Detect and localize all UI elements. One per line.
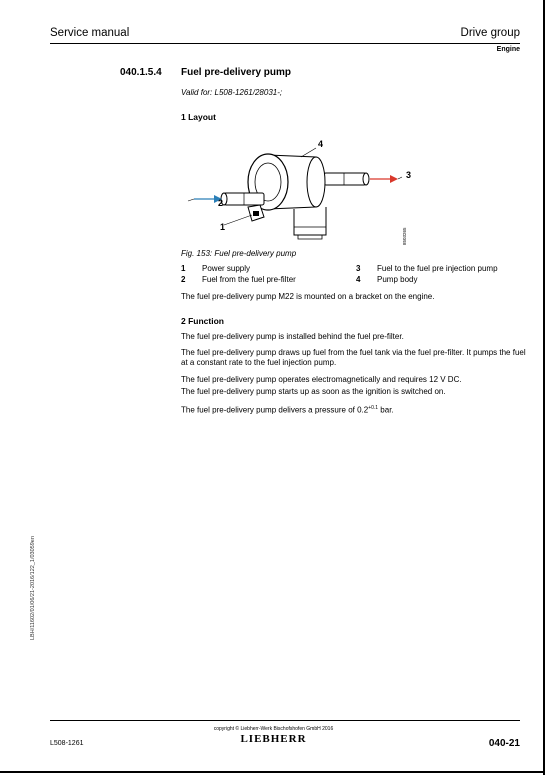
header-group-title: Drive group <box>460 27 520 39</box>
section-title: Fuel pre-delivery pump <box>181 67 292 78</box>
footer-model: L508-1261 <box>50 740 84 747</box>
function-paragraph-pressure <box>181 403 526 416</box>
legend-number: 4 <box>356 275 361 284</box>
pump-figure <box>176 135 421 250</box>
legend-number: 3 <box>356 264 361 273</box>
pump-illustration <box>176 135 421 250</box>
section-number: 040.1.5.4 <box>120 67 162 78</box>
footer-rule <box>50 720 520 721</box>
function-paragraph: The fuel pre-delivery pump starts up as soon as the ignition is switched on. <box>181 387 446 396</box>
pressure-text: The fuel pre-delivery pump delivers a pressure of 0.2 <box>181 405 369 415</box>
figure-image-code: 8503265 <box>402 227 407 245</box>
header-rule <box>50 43 520 44</box>
footer-copyright: copyright © Liebherr-Werk Bischofshofen GmbH 2016 <box>213 726 334 732</box>
legend-text: Fuel to the fuel pre injection pump <box>377 264 498 273</box>
function-paragraph: The fuel pre-delivery pump draws up fuel from the fuel tank via the fuel pre-filter. It pumps the fuel at a constant rate to the fuel injection pump. <box>181 348 526 367</box>
layout-description: The fuel pre-delivery pump M22 is mounted on a bracket on the engine. <box>181 292 435 301</box>
page-number: 040-21 <box>488 738 520 749</box>
callout-4: 4 <box>318 139 324 149</box>
valid-for-note: Valid for: L508-1261/28031-; <box>181 88 283 97</box>
legend-number: 2 <box>181 275 186 284</box>
figure-caption: Fig. 153: Fuel pre-delivery pump <box>181 249 297 258</box>
callout-1: 1 <box>220 222 226 232</box>
legend-number: 1 <box>181 264 186 273</box>
function-paragraph: The fuel pre-delivery pump operates electromagnetically and requires 12 V DC. <box>181 375 462 384</box>
legend-row <box>181 275 526 286</box>
pressure-unit: bar. <box>378 405 394 415</box>
callout-2: 2 <box>218 198 224 208</box>
function-heading: 2 Function <box>181 316 224 326</box>
function-paragraph: The fuel pre-delivery pump is installed behind the fuel pre-filter. <box>181 332 404 341</box>
legend-row <box>181 264 526 275</box>
legend-text: Power supply <box>202 264 251 273</box>
header-manual-title: Service manual <box>50 27 130 39</box>
page-border-right <box>543 0 545 775</box>
callout-3: 3 <box>406 170 412 180</box>
figure-legend <box>181 264 526 286</box>
page-border-bottom <box>0 771 545 773</box>
liebherr-logo: LIEBHERR <box>240 733 307 745</box>
header-subgroup: Engine <box>496 46 520 53</box>
layout-heading: 1 Layout <box>181 112 216 122</box>
pressure-tolerance: +0.1 <box>368 405 379 411</box>
legend-text: Fuel from the fuel pre-filter <box>202 275 296 284</box>
document-code: LBH/11602/01/06/21-2016/122_1/03059en <box>30 536 36 640</box>
legend-text: Pump body <box>377 275 418 284</box>
